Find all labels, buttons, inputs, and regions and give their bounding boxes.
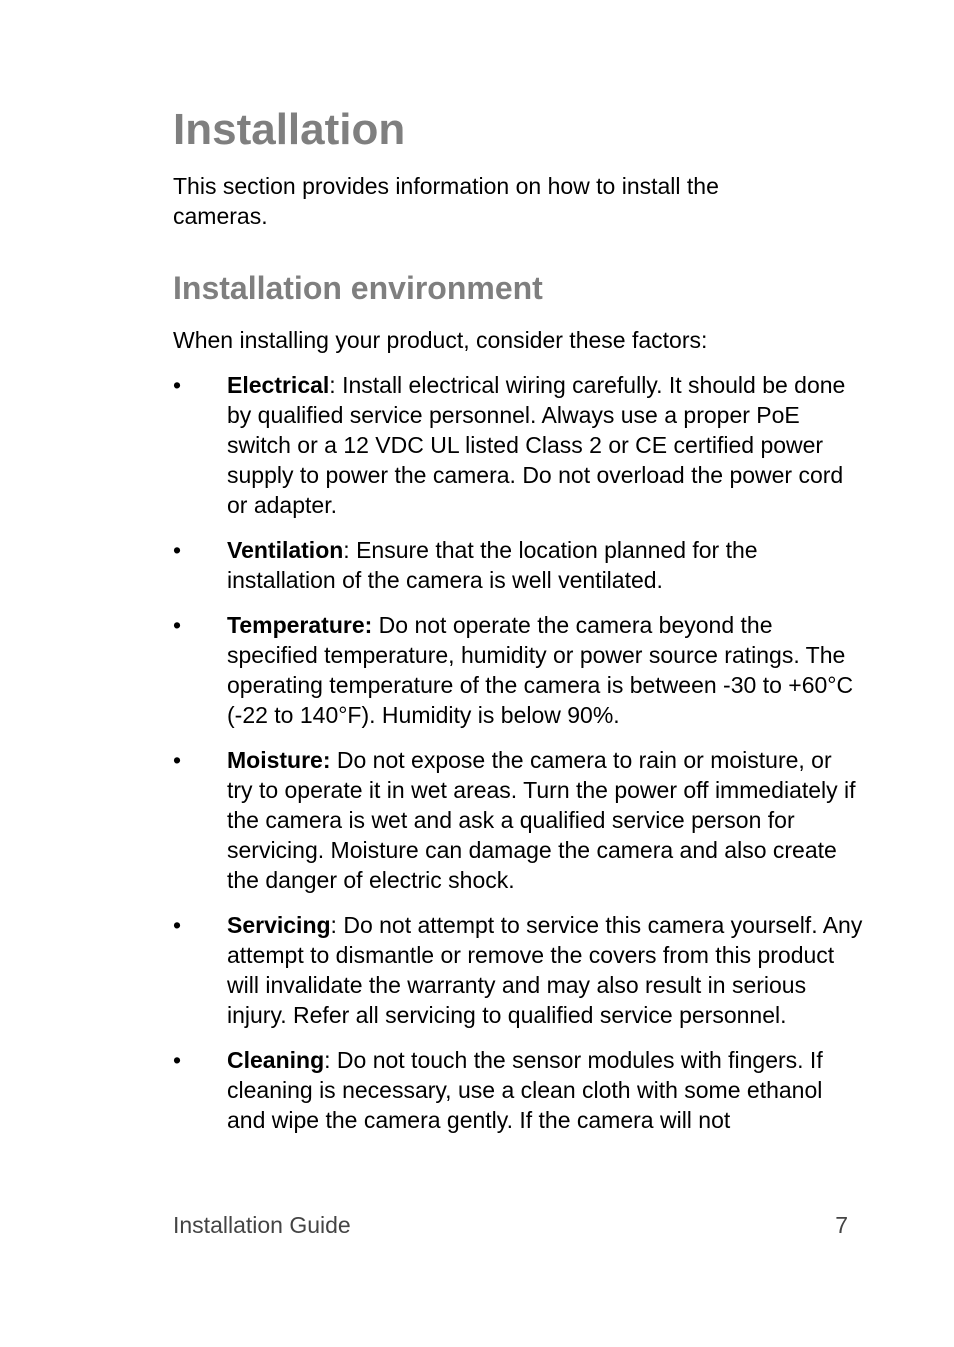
factor-text: Ensure that the location planned for the installation of the camera is well ventilated. xyxy=(227,537,758,593)
factor-name: Ventilation xyxy=(227,537,344,563)
factor-name: Temperature: xyxy=(227,612,373,638)
factor-name: Cleaning xyxy=(227,1047,325,1073)
factor-item-servicing xyxy=(173,910,863,1030)
factor-text: Do not operate the camera beyond the specified temperature, humidity or power source ratings. The operating temperature of the camera is between -30 to +60°C (-22 to 140°F). Humidity is below 90%. xyxy=(227,612,854,728)
intro-paragraph: This section provides information on how to install the cameras. xyxy=(173,173,719,229)
bullet-icon: • xyxy=(173,372,182,398)
factor-item-ventilation xyxy=(173,535,863,595)
factor-text: Do not attempt to service this camera yourself. Any attempt to dismantle or remove the covers from this product will invalidate the warranty and may also result in serious injury. Refer all servicing to qualified service personnel. xyxy=(227,912,863,1028)
factor-separator: : xyxy=(329,372,336,398)
bullet-icon: • xyxy=(173,747,182,773)
section-lead: When installing your product, consider these factors: xyxy=(173,327,708,353)
factor-separator: : xyxy=(330,912,337,938)
bullet-icon: • xyxy=(173,612,182,638)
factor-text: Do not touch the sensor modules with fingers. If cleaning is necessary, use a clean cloth with some ethanol and wipe the camera gently. If the camera will not xyxy=(227,1047,823,1133)
bullet-icon: • xyxy=(173,1047,182,1073)
factor-item-moisture xyxy=(173,745,863,895)
factor-name: Electrical xyxy=(227,372,330,398)
bullet-icon: • xyxy=(173,912,182,938)
factor-name: Servicing xyxy=(227,912,331,938)
factor-text: Install electrical wiring carefully. It should be done by qualified service personnel. Always use a proper PoE switch or a 12 VDC UL listed Class 2 or CE certified power supply to power the camera. Do not overload the power cord or adapter. xyxy=(227,372,846,518)
footer-doc-name: Installation Guide xyxy=(173,1212,351,1238)
factor-list xyxy=(173,370,863,1150)
factor-item-electrical xyxy=(173,370,863,520)
factor-item-cleaning xyxy=(173,1045,863,1135)
footer-page-number: 7 xyxy=(835,1212,848,1238)
factor-text: Do not expose the camera to rain or moisture, or try to operate it in wet areas. Turn the power off immediately if the camera is wet and ask a qualified service person for servicing. Moisture can damage the camera and also create the danger of electric shock. xyxy=(227,747,856,893)
section-heading: Installation environment xyxy=(173,270,543,306)
factor-item-temperature xyxy=(173,610,863,730)
factor-separator: : xyxy=(324,1047,331,1073)
factor-separator: : xyxy=(343,537,350,563)
factor-name: Moisture: xyxy=(227,747,331,773)
bullet-icon: • xyxy=(173,537,182,563)
page-title: Installation xyxy=(173,105,406,154)
